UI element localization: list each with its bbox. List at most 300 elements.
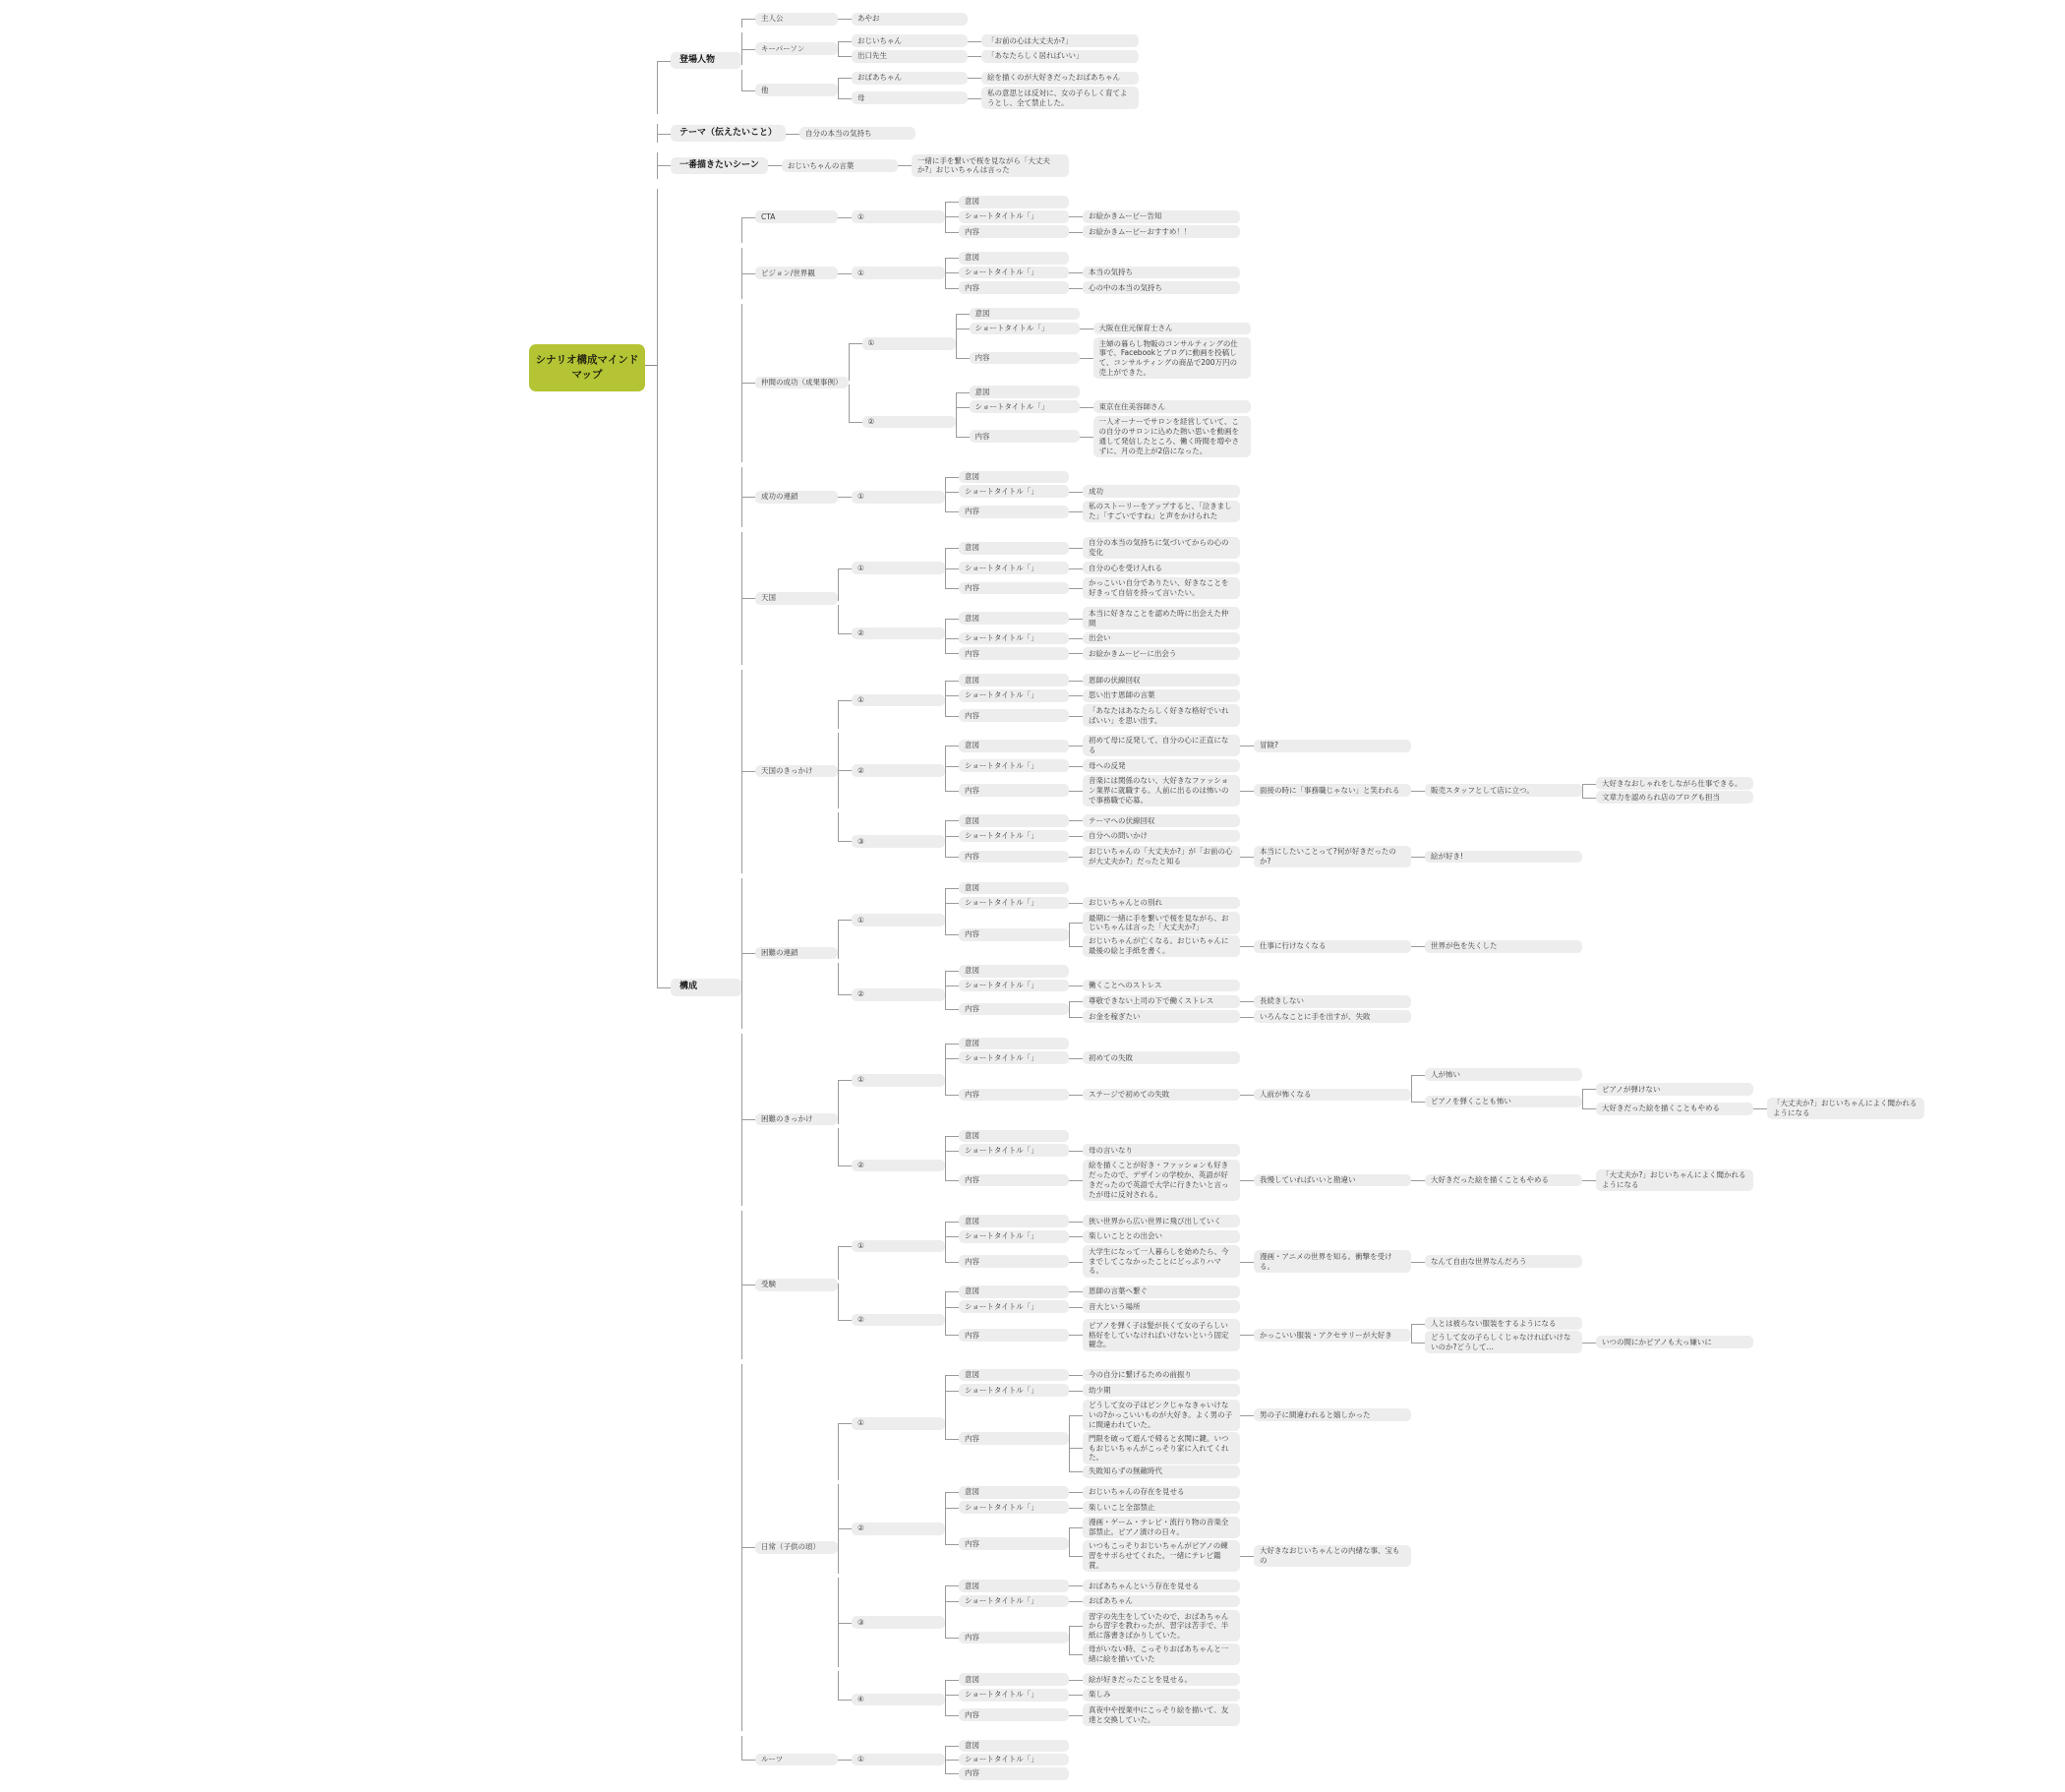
leaf-node[interactable]: 楽しいこと全部禁止 bbox=[1083, 1501, 1240, 1514]
leaf-node[interactable]: いつの間にかピアノも大っ嫌いに bbox=[1596, 1336, 1753, 1348]
tree-row bbox=[1069, 631, 1240, 645]
slot-node[interactable]: ショートタイトル「」 bbox=[959, 1051, 1069, 1064]
slot-node[interactable]: ショートタイトル「」 bbox=[959, 897, 1069, 910]
tree-row bbox=[1240, 1167, 1753, 1194]
tree-row bbox=[838, 1671, 1411, 1728]
leaf-node[interactable]: 人とは被らない服装をするようになる bbox=[1425, 1317, 1582, 1330]
number-node[interactable]: ① bbox=[852, 694, 945, 707]
leaf-node[interactable]: ピアノを弾く子は髪が長くて女の子らしい格好をしていなければいけないという固定観念。 bbox=[1083, 1319, 1240, 1350]
slot-node[interactable]: 内容 bbox=[959, 1003, 1069, 1016]
section-node[interactable]: 成功の連鎖 bbox=[755, 491, 838, 504]
slot-node[interactable]: 意図 bbox=[959, 1580, 1069, 1592]
leaf-node[interactable]: 大好きだった絵を描くこともやめる bbox=[1425, 1174, 1582, 1187]
leaf-node[interactable]: お金を稼ぎたい bbox=[1083, 1010, 1240, 1023]
children-group bbox=[1069, 1066, 1924, 1123]
leaf-node[interactable]: 母がいない時、こっそりおばあちゃんと一緒に絵を描いていた bbox=[1083, 1643, 1240, 1666]
tree-row bbox=[1069, 500, 1240, 523]
number-node[interactable]: ① bbox=[852, 267, 945, 279]
children-group bbox=[838, 193, 1240, 243]
tree-row bbox=[1069, 1300, 1240, 1314]
section-node[interactable]: 天国 bbox=[755, 592, 838, 605]
leaf-node[interactable]: 世界が色を失くした bbox=[1425, 940, 1582, 953]
tree-row bbox=[968, 71, 1139, 85]
slot-node[interactable]: ショートタイトル「」 bbox=[959, 1144, 1069, 1157]
children-group bbox=[1069, 631, 1240, 645]
tree-row bbox=[1069, 1245, 1582, 1279]
slot-node[interactable]: 内容 bbox=[959, 1632, 1069, 1644]
number-node[interactable]: ② bbox=[852, 1160, 945, 1172]
slot-node[interactable]: 意図 bbox=[959, 612, 1069, 625]
leaf-node[interactable]: 絵が好き! bbox=[1425, 851, 1582, 864]
children-group bbox=[1240, 1010, 1411, 1024]
children-group bbox=[945, 813, 1582, 870]
section-node[interactable]: 他 bbox=[755, 84, 838, 96]
slot-node[interactable]: 内容 bbox=[959, 225, 1069, 238]
leaf-node[interactable]: いつもこっそりおじいちゃんがピアノの練習をサボらせてくれた。一緒にテレビ鑑賞。 bbox=[1083, 1540, 1240, 1572]
leaf-node[interactable]: かっこいい服装・アクセサリーが大好き bbox=[1254, 1329, 1411, 1342]
subtree bbox=[945, 251, 1240, 295]
tree-row bbox=[945, 1214, 1582, 1229]
children-group bbox=[838, 12, 968, 26]
children-group bbox=[956, 386, 1251, 458]
slot-node[interactable]: ショートタイトル「」 bbox=[959, 632, 1069, 645]
subtree bbox=[1069, 1399, 1411, 1478]
root-topic-node[interactable]: シナリオ構成マインドマップ bbox=[529, 344, 645, 391]
number-node[interactable]: ① bbox=[852, 914, 945, 926]
leaf-node[interactable]: 大学生になって一人暮らしを始めたら、今までしてこなかったことにどっぷりハマる。 bbox=[1083, 1245, 1240, 1277]
slot-node[interactable]: 内容 bbox=[959, 281, 1069, 294]
slot-node[interactable]: 意図 bbox=[959, 814, 1069, 827]
slot-node[interactable]: 内容 bbox=[959, 851, 1069, 864]
slot-node[interactable]: ショートタイトル「」 bbox=[959, 485, 1069, 498]
leaf-node[interactable]: 大阪在住元保育士さん bbox=[1093, 323, 1251, 335]
section-node[interactable]: ルーツ bbox=[755, 1754, 838, 1766]
number-node[interactable]: ① bbox=[852, 562, 945, 574]
tree-row bbox=[1069, 1485, 1240, 1499]
slot-node[interactable]: 内容 bbox=[970, 430, 1080, 443]
slot-node[interactable]: 内容 bbox=[970, 352, 1080, 365]
tree-row bbox=[1069, 734, 1411, 757]
slot-node[interactable]: 意図 bbox=[959, 882, 1069, 895]
slot-node[interactable]: ショートタイトル「」 bbox=[959, 267, 1069, 279]
leaf-node[interactable]: ピアノが弾けない bbox=[1596, 1083, 1753, 1096]
slot-node[interactable]: 内容 bbox=[959, 1329, 1069, 1342]
section-node[interactable]: 主人公 bbox=[755, 13, 838, 26]
number-node[interactable]: ② bbox=[852, 988, 945, 1001]
leaf-node[interactable]: 長続きしない bbox=[1254, 995, 1411, 1008]
children-group bbox=[1069, 646, 1240, 660]
tree-row bbox=[945, 1687, 1240, 1702]
tree-row bbox=[741, 1364, 1924, 1731]
subtree bbox=[945, 1579, 1240, 1667]
children-group bbox=[1411, 939, 1582, 953]
leaf-node[interactable]: 恩師の伏線回収 bbox=[1083, 674, 1240, 687]
tree-row bbox=[1582, 1335, 1753, 1348]
slot-node[interactable]: ショートタイトル「」 bbox=[959, 1384, 1069, 1397]
slot-node[interactable]: 意図 bbox=[959, 471, 1069, 484]
leaf-node[interactable]: どうして女の子はピンクじゃなきゃいけないの?かっこいいものが大好き。よく男の子に間違われていた。 bbox=[1083, 1400, 1240, 1431]
leaf-node[interactable]: ピアノを弾くことも怖い bbox=[1425, 1096, 1582, 1108]
leaf-node[interactable]: 習字の先生をしていたので、おばあちゃんから習字を教わったが、習字は苦手で、半紙に落書きばかりしていた。 bbox=[1083, 1610, 1240, 1642]
tree-row bbox=[1069, 1464, 1411, 1478]
leaf-node[interactable]: お絵かきムービーおすすめ！！ bbox=[1083, 225, 1240, 238]
tree-row bbox=[1069, 1501, 1240, 1515]
tree-row bbox=[1069, 979, 1240, 992]
tree-row bbox=[945, 1284, 1753, 1299]
leaf-node[interactable]: あやお bbox=[852, 13, 968, 26]
leaf-node[interactable]: お絵かきムービーに出会う bbox=[1083, 647, 1240, 660]
number-node[interactable]: ① bbox=[852, 1240, 945, 1253]
tree-row bbox=[1582, 1097, 1924, 1121]
section-node[interactable]: 仲間の成功（成果事例） bbox=[755, 377, 849, 389]
slot-node[interactable]: 内容 bbox=[959, 928, 1069, 941]
branch-node[interactable]: 一番描きたいシーン bbox=[671, 157, 768, 175]
leaf-node[interactable]: 面接の時に「事務職じゃない」と笑われる bbox=[1254, 784, 1411, 797]
tree-row bbox=[741, 1211, 1924, 1359]
tree-row bbox=[1069, 1368, 1240, 1382]
number-node[interactable]: ② bbox=[852, 1523, 945, 1535]
branch-node[interactable]: 登場人物 bbox=[671, 52, 741, 70]
subtree bbox=[1411, 1068, 1924, 1122]
tree-row bbox=[1069, 934, 1582, 958]
leaf-node[interactable]: 主婦の暮らし物販のコンサルティングの仕事で、Facebookとブログに動画を投稿して、コンサルティングの商品で200万円の売上ができた。 bbox=[1093, 337, 1251, 379]
number-node[interactable]: ① bbox=[852, 210, 945, 223]
slot-node[interactable]: 内容 bbox=[959, 1767, 1069, 1780]
slot-node[interactable]: ショートタイトル「」 bbox=[959, 689, 1069, 702]
number-node[interactable]: ③ bbox=[852, 1616, 945, 1629]
leaf-node[interactable]: 母への反発 bbox=[1083, 759, 1240, 772]
tree-row bbox=[838, 1578, 1411, 1667]
leaf-node[interactable]: 私の意思とは反対に、女の子らしく育てようとし、全て禁止した。 bbox=[981, 87, 1139, 109]
leaf-node[interactable]: 自分の心を受け入れる bbox=[1083, 562, 1240, 574]
subtree bbox=[945, 536, 1240, 601]
number-node[interactable]: ① bbox=[852, 1754, 945, 1766]
slot-node[interactable]: 内容 bbox=[959, 582, 1069, 595]
number-node[interactable]: ② bbox=[852, 1314, 945, 1327]
tree-row bbox=[1069, 485, 1240, 499]
tree-row bbox=[838, 1367, 1411, 1480]
subtree bbox=[1069, 1703, 1240, 1727]
slot-node[interactable]: 意図 bbox=[959, 1215, 1069, 1227]
leaf-node[interactable]: 門限を破って遊んで帰ると玄関に鍵。いつもおじいちゃんがこっそり家に入れてくれた。 bbox=[1083, 1432, 1240, 1463]
tree-row bbox=[945, 687, 1240, 703]
subtree bbox=[1069, 688, 1240, 702]
slot-node[interactable]: ショートタイトル「」 bbox=[959, 210, 1069, 223]
children-group bbox=[1069, 734, 1411, 757]
tree-row bbox=[838, 672, 1753, 729]
tree-row bbox=[838, 195, 1240, 241]
children-group bbox=[1069, 844, 1582, 868]
slot-node[interactable]: ショートタイトル「」 bbox=[959, 980, 1069, 992]
leaf-node[interactable]: 本当にしたいことって?何が好きだったのか? bbox=[1254, 846, 1411, 868]
leaf-node[interactable]: 「あなたらしく居ればいい」 bbox=[981, 50, 1139, 63]
children-group bbox=[1753, 1097, 1924, 1120]
leaf-node[interactable]: 大好きだった絵を描くこともやめる bbox=[1596, 1103, 1753, 1115]
section-node[interactable]: 困難の連鎖 bbox=[755, 947, 838, 960]
children-group bbox=[1411, 1068, 1924, 1122]
leaf-node[interactable]: 漫画・ゲーム・テレビ・流行り物の音楽全部禁止。ピアノ漬けの日々。 bbox=[1083, 1517, 1240, 1539]
number-node[interactable]: ① bbox=[852, 1417, 945, 1430]
tree-row bbox=[1069, 758, 1240, 772]
slot-node[interactable]: 意図 bbox=[959, 740, 1069, 752]
leaf-node[interactable]: おじいちゃんの言葉 bbox=[782, 159, 898, 172]
number-node[interactable]: ② bbox=[852, 764, 945, 777]
tree-row bbox=[1411, 1068, 1924, 1082]
tree-row bbox=[1069, 1643, 1240, 1666]
leaf-node[interactable]: 「大丈夫か?」おじいちゃんによく聞かれるようになる bbox=[1767, 1098, 1924, 1120]
leaf-node[interactable]: 大好きなおじいちゃんとの内緒な事、宝もの bbox=[1254, 1545, 1411, 1568]
subtree bbox=[838, 467, 1240, 526]
leaf-node[interactable]: 一人オーナーでサロンを経営していて、この自分のサロンに込めた熱い思いを動画を通して発信したところ、働く時間を増やさずに、月の売上が2倍になった。 bbox=[1093, 416, 1251, 457]
leaf-node[interactable]: なんて自由な世界なんだろう bbox=[1425, 1255, 1582, 1268]
leaf-node[interactable]: 母の言いなり bbox=[1083, 1144, 1240, 1157]
subtree bbox=[838, 1211, 1753, 1358]
slot-node[interactable]: 意図 bbox=[959, 252, 1069, 265]
leaf-node[interactable]: テーマへの伏線回収 bbox=[1083, 814, 1240, 827]
leaf-node[interactable]: 絵が好きだったことを見せる。 bbox=[1083, 1673, 1240, 1686]
leaf-node[interactable]: 出口先生 bbox=[852, 50, 968, 63]
leaf-node[interactable]: 狭い世界から広い世界に飛び出していく bbox=[1083, 1215, 1240, 1227]
section-node[interactable]: CTA bbox=[755, 210, 838, 223]
branch-node[interactable]: テーマ（伝えたいこと） bbox=[671, 125, 786, 143]
children-group bbox=[1069, 704, 1240, 728]
leaf-node[interactable]: おばあちゃん bbox=[1083, 1595, 1240, 1608]
slot-node[interactable]: 意図 bbox=[970, 386, 1080, 398]
slot-node[interactable]: ショートタイトル「」 bbox=[959, 759, 1069, 772]
slot-node[interactable]: ショートタイトル「」 bbox=[959, 562, 1069, 574]
subtree bbox=[1069, 1516, 1411, 1573]
slot-node[interactable]: ショートタイトル「」 bbox=[959, 1595, 1069, 1608]
slot-node[interactable]: 意図 bbox=[970, 308, 1080, 321]
children-group bbox=[838, 1211, 1753, 1358]
children-group bbox=[1069, 561, 1240, 574]
tree-row bbox=[1411, 1331, 1753, 1354]
leaf-node[interactable]: 本当に好きなことを認めた時に出会えた仲間 bbox=[1083, 607, 1240, 629]
leaf-node[interactable]: 思い出す恩師の言葉 bbox=[1083, 689, 1240, 702]
section-node[interactable]: ビジョン/世界観 bbox=[755, 267, 838, 279]
leaf-node[interactable]: おじいちゃん bbox=[852, 34, 968, 47]
leaf-node[interactable]: いろんなことに手を出すが、失敗 bbox=[1254, 1010, 1411, 1023]
subtree bbox=[1069, 485, 1240, 499]
tree-row bbox=[945, 1593, 1240, 1609]
slot-node[interactable]: 内容 bbox=[959, 1174, 1069, 1187]
leaf-node[interactable]: おじいちゃんが亡くなる。おじいちゃんに最後の絵と手紙を書く。 bbox=[1083, 935, 1240, 958]
slot-node[interactable]: 内容 bbox=[959, 506, 1069, 518]
section-node[interactable]: 天国のきっかけ bbox=[755, 765, 838, 778]
slot-node[interactable]: 意図 bbox=[959, 1038, 1069, 1050]
leaf-node[interactable]: 働くことへのストレス bbox=[1083, 980, 1240, 992]
leaf-node[interactable]: 男の子に間違われると嬉しかった bbox=[1254, 1408, 1411, 1421]
tree-row bbox=[741, 467, 1924, 528]
tree-row bbox=[945, 1398, 1411, 1479]
leaf-node[interactable]: ステージで初めての失敗 bbox=[1083, 1089, 1240, 1102]
subtree bbox=[1582, 1168, 1753, 1192]
tree-row bbox=[1411, 939, 1582, 953]
leaf-node[interactable]: 東京在住美容師さん bbox=[1093, 400, 1251, 413]
number-node[interactable]: ② bbox=[852, 627, 945, 640]
leaf-node[interactable]: 「大丈夫か?」おじいちゃんによく聞かれるようになる bbox=[1596, 1169, 1753, 1192]
leaf-node[interactable]: おじいちゃんの「大丈夫か?」が「お前の心が大丈夫か?」だったと知る bbox=[1083, 846, 1240, 868]
leaf-node[interactable]: 初めての失敗 bbox=[1083, 1051, 1240, 1064]
leaf-node[interactable]: 人前が怖くなる bbox=[1254, 1089, 1411, 1102]
tree-row bbox=[838, 812, 1753, 870]
children-group bbox=[1069, 1516, 1411, 1573]
children-group bbox=[838, 670, 1753, 872]
slot-node[interactable]: 意図 bbox=[959, 965, 1069, 978]
leaf-node[interactable]: 恩師の言葉へ繋ぐ bbox=[1083, 1285, 1240, 1298]
tree-row bbox=[838, 1738, 1069, 1781]
subtree bbox=[838, 1034, 1924, 1205]
leaf-node[interactable]: 自分への問いかけ bbox=[1083, 830, 1240, 843]
tree-row bbox=[968, 34, 1139, 48]
leaf-node[interactable]: 自分の本当の気持ちに気づいてからの心の変化 bbox=[1083, 537, 1240, 560]
leaf-node[interactable]: どうして女の子らしくじゃなければいけないのか?どうして… bbox=[1425, 1331, 1582, 1353]
number-node[interactable]: ① bbox=[862, 337, 956, 350]
leaf-node[interactable]: 絵を描くのが大好きだったおばあちゃん bbox=[981, 72, 1139, 85]
leaf-node[interactable]: おじいちゃんの存在を見せる bbox=[1083, 1486, 1240, 1499]
slot-node[interactable]: ショートタイトル「」 bbox=[970, 400, 1080, 413]
children-group bbox=[1069, 1399, 1411, 1478]
slot-node[interactable]: 意図 bbox=[959, 1740, 1069, 1753]
leaf-node[interactable]: 初めて母に反発して、自分の心に正直になる bbox=[1083, 735, 1240, 757]
leaf-node[interactable]: 大好きなおしゃれをしながら仕事できる。 bbox=[1596, 777, 1753, 790]
subtree bbox=[1069, 993, 1411, 1024]
tree-row bbox=[945, 1484, 1411, 1500]
number-node[interactable]: ④ bbox=[852, 1694, 945, 1706]
leaf-node[interactable]: 私のストーリーをアップすると、「泣きました」「すごいですね」と声をかけられた bbox=[1083, 501, 1240, 523]
slot-node[interactable]: ショートタイトル「」 bbox=[959, 1501, 1069, 1514]
mindmap-tree bbox=[657, 2, 1924, 1792]
leaf-node[interactable]: 漫画・アニメの世界を知る。衝撃を受ける。 bbox=[1254, 1250, 1411, 1273]
leaf-node[interactable]: 楽しみ bbox=[1083, 1689, 1240, 1702]
slot-node[interactable]: 内容 bbox=[959, 1537, 1069, 1550]
children-group bbox=[945, 734, 1753, 808]
slot-node[interactable]: ショートタイトル「」 bbox=[959, 1300, 1069, 1313]
subtree bbox=[1069, 896, 1240, 910]
tree-row bbox=[741, 10, 1139, 28]
subtree bbox=[1069, 758, 1240, 772]
children-group bbox=[1069, 1594, 1240, 1608]
tree-row bbox=[838, 1128, 1924, 1203]
tree-row bbox=[741, 532, 1924, 664]
subtree bbox=[956, 386, 1251, 458]
leaf-node[interactable]: かっこいい自分でありたい、好きなことを好きって自信を持って言いたい。 bbox=[1083, 577, 1240, 600]
tree-row bbox=[1240, 845, 1582, 868]
slot-node[interactable]: 内容 bbox=[959, 784, 1069, 797]
children-group bbox=[1069, 1579, 1240, 1592]
slot-node[interactable]: 内容 bbox=[959, 1255, 1069, 1268]
slot-node[interactable]: 意図 bbox=[959, 1369, 1069, 1382]
slot-node[interactable]: 意図 bbox=[959, 1285, 1069, 1298]
slot-node[interactable]: ショートタイトル「」 bbox=[959, 830, 1069, 843]
leaf-node[interactable]: 本当の気持ち bbox=[1083, 267, 1240, 279]
leaf-node[interactable]: 文章力を認められ店のブログも担当 bbox=[1596, 791, 1753, 804]
leaf-node[interactable]: 「あなたはあなたらしく好きな格好でいればいい」を思い出す。 bbox=[1083, 704, 1240, 727]
slot-node[interactable]: 内容 bbox=[959, 1432, 1069, 1445]
leaf-node[interactable]: おばあちゃんという存在を見せる bbox=[1083, 1580, 1240, 1592]
leaf-node[interactable]: 失敗知らずの無敵時代 bbox=[1083, 1465, 1240, 1478]
number-node[interactable]: ③ bbox=[852, 835, 945, 848]
section-node[interactable]: 受験 bbox=[755, 1279, 838, 1291]
leaf-node[interactable]: 音楽には関係のない、大好きなファッション業界に就職する。人前に出るのは怖いので事務職で応募。 bbox=[1083, 775, 1240, 806]
tree-row bbox=[945, 813, 1582, 829]
tree-row bbox=[945, 1500, 1411, 1516]
tree-row bbox=[945, 195, 1240, 209]
slot-node[interactable]: ショートタイトル「」 bbox=[959, 1754, 1069, 1766]
slot-node[interactable]: ショートタイトル「」 bbox=[959, 1689, 1069, 1702]
leaf-node[interactable]: 幼少期 bbox=[1083, 1384, 1240, 1397]
leaf-node[interactable]: 母 bbox=[852, 91, 968, 104]
subtree bbox=[945, 195, 1240, 239]
slot-node[interactable]: 内容 bbox=[959, 709, 1069, 722]
leaf-node[interactable]: 我慢していればいいと勘違い bbox=[1254, 1174, 1411, 1187]
leaf-node[interactable]: 絵を描くことが好き・ファッションも好きだったので、デザインの学校か、英語が好きだったので英語で大学に行きたいと言ったが母に反対される。 bbox=[1083, 1160, 1240, 1201]
children-group bbox=[945, 606, 1240, 661]
leaf-node[interactable]: お絵かきムービー告知 bbox=[1083, 210, 1240, 223]
slot-node[interactable]: 意図 bbox=[959, 674, 1069, 687]
slot-node[interactable]: 内容 bbox=[959, 647, 1069, 660]
slot-node[interactable]: ショートタイトル「」 bbox=[959, 1230, 1069, 1243]
leaf-node[interactable]: 人が怖い bbox=[1425, 1068, 1582, 1081]
leaf-node[interactable]: 自分の本当の気持ち bbox=[799, 127, 915, 140]
slot-node[interactable]: 意図 bbox=[959, 196, 1069, 209]
slot-node[interactable]: 意図 bbox=[959, 1673, 1069, 1686]
leaf-node[interactable]: 最期に一緒に手を繋いで桜を見ながら、おじいちゃんは言った「大丈夫か?」 bbox=[1083, 912, 1240, 934]
slot-node[interactable]: 意図 bbox=[959, 542, 1069, 555]
leaf-node[interactable]: 仕事に行けなくなる bbox=[1254, 940, 1411, 953]
children-group bbox=[1240, 1544, 1411, 1568]
number-node[interactable]: ① bbox=[852, 1074, 945, 1087]
tree-row bbox=[1069, 993, 1411, 1009]
leaf-node[interactable]: 出会い bbox=[1083, 632, 1240, 645]
leaf-node[interactable]: 今の自分に繋げるための前振り bbox=[1083, 1369, 1240, 1382]
subtree bbox=[1240, 845, 1582, 868]
subtree bbox=[1753, 1097, 1924, 1120]
slot-node[interactable]: 意図 bbox=[959, 1486, 1069, 1499]
leaf-node[interactable]: 楽しいこととの出会い bbox=[1083, 1230, 1240, 1243]
leaf-node[interactable]: 尊敬できない上司の下で働くストレス bbox=[1083, 995, 1240, 1008]
leaf-node[interactable]: おじいちゃんとの別れ bbox=[1083, 897, 1240, 910]
section-node[interactable]: 日常（子供の頃） bbox=[755, 1541, 838, 1554]
slot-node[interactable]: 内容 bbox=[959, 1089, 1069, 1102]
subtree bbox=[838, 1736, 1069, 1783]
number-node[interactable]: ① bbox=[852, 491, 945, 504]
subtree bbox=[898, 153, 1069, 177]
slot-node[interactable]: ショートタイトル「」 bbox=[970, 323, 1080, 335]
slot-node[interactable]: 内容 bbox=[959, 1708, 1069, 1721]
leaf-node[interactable]: 販売スタッフとして店に立つ。 bbox=[1425, 784, 1582, 797]
leaf-node[interactable]: 冒険? bbox=[1254, 740, 1411, 752]
tree-row bbox=[945, 1753, 1069, 1766]
subtree bbox=[1069, 536, 1240, 560]
children-group bbox=[1240, 1250, 1582, 1274]
leaf-node[interactable]: おばあちゃん bbox=[852, 72, 968, 85]
slot-node[interactable]: 意図 bbox=[959, 1130, 1069, 1143]
section-node[interactable]: キーパーソン bbox=[755, 42, 838, 55]
number-node[interactable]: ② bbox=[862, 416, 956, 429]
subtree bbox=[1069, 500, 1240, 523]
tree-row bbox=[945, 1244, 1582, 1279]
section-node[interactable]: 困難のきっかけ bbox=[755, 1113, 838, 1126]
leaf-node[interactable]: 真夜中や授業中にこっそり絵を描いて、友達と交換していた。 bbox=[1083, 1703, 1240, 1726]
leaf-node[interactable]: 一緒に手を繋いで桜を見ながら「大丈夫か?」おじいちゃんは言った bbox=[912, 154, 1069, 177]
leaf-node[interactable]: 「お前の心は大丈夫か?」 bbox=[981, 34, 1139, 47]
leaf-node[interactable]: 音大という場所 bbox=[1083, 1300, 1240, 1313]
leaf-node[interactable]: 成功 bbox=[1083, 485, 1240, 498]
tree-row bbox=[838, 33, 1139, 49]
branch-node[interactable]: 構成 bbox=[671, 979, 741, 996]
leaf-node[interactable]: 心の中の本当の気持ち bbox=[1083, 281, 1240, 294]
